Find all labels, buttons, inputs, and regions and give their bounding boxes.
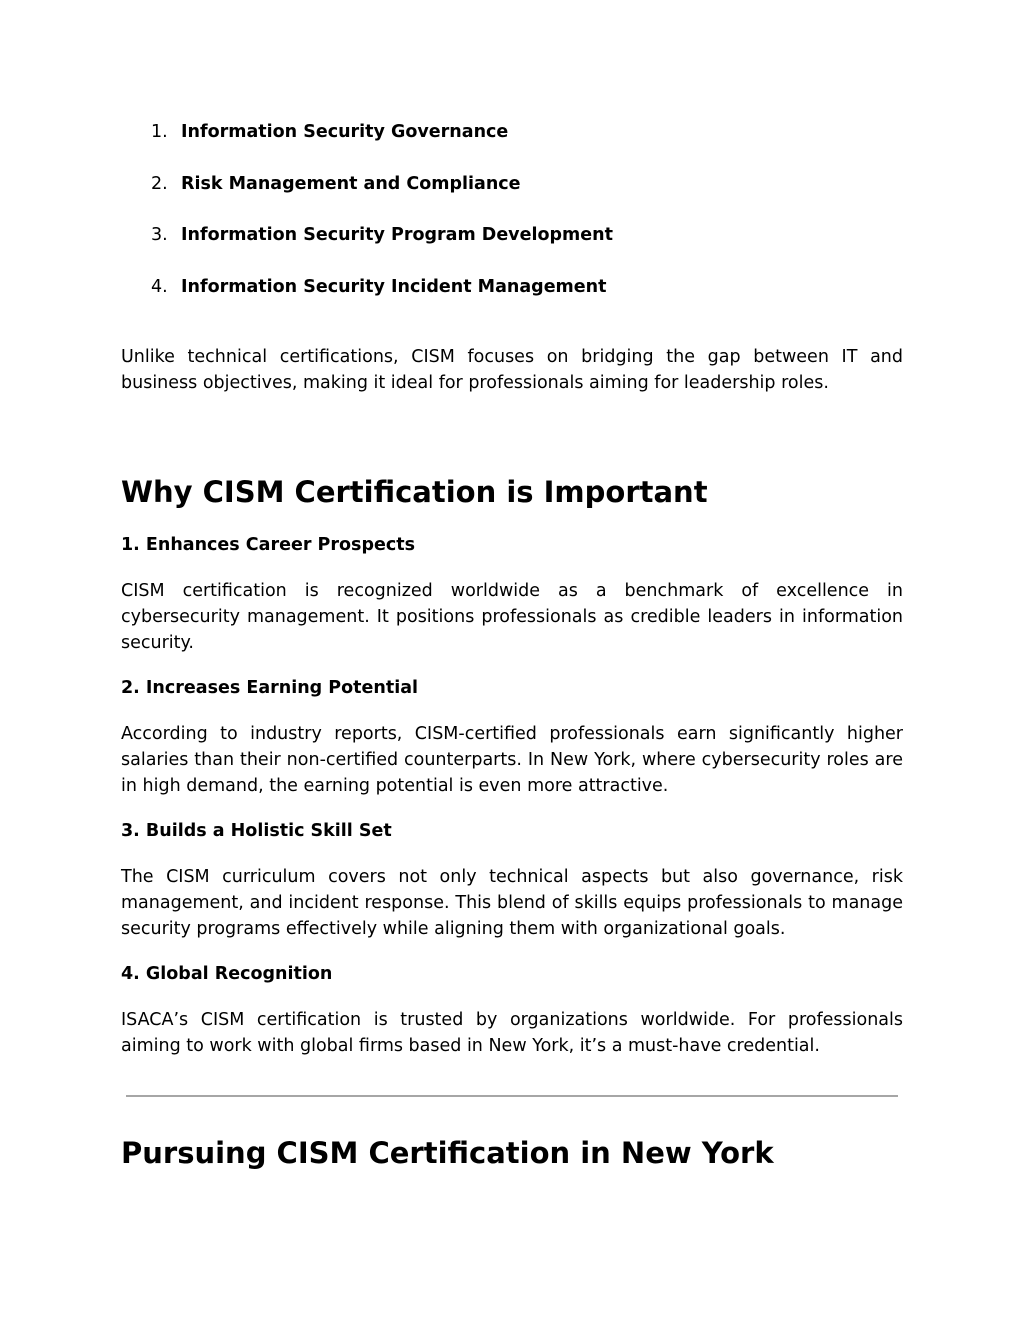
point-heading-recognition: 4. Global Recognition <box>121 964 333 984</box>
list-item-label: Information Security Incident Management <box>181 276 607 297</box>
list-item-number: 1. <box>151 122 168 142</box>
list-item <box>151 120 613 172</box>
list-item <box>151 172 613 224</box>
why-section-heading: Why CISM Certification is Important <box>121 475 708 509</box>
point-body-earning: According to industry reports, CISM-certified professionals earn significantly higher salaries than their non-certified counterparts. In New York, where cybersecurity roles are in high demand, the earning potential is even more attractive. <box>121 724 903 796</box>
point-body-career: CISM certification is recognized worldwide as a benchmark of excellence in cybersecurity management. It positions professionals as credible leaders in information security. <box>121 581 903 653</box>
section-divider <box>126 1095 898 1097</box>
intro-paragraph: Unlike technical certifications, CISM focuses on bridging the gap between IT and business objectives, making it ideal for professionals aiming for leadership roles. <box>121 347 903 393</box>
point-body-recognition: ISACA’s CISM certification is trusted by organizations worldwide. For professionals aiming to work with global firms based in New York, it’s a must-have credential. <box>121 1010 903 1056</box>
list-item <box>151 223 613 275</box>
point-heading-earning: 2. Increases Earning Potential <box>121 678 419 698</box>
list-item-number: 3. <box>151 225 168 245</box>
point-body-skills: The CISM curriculum covers not only technical aspects but also governance, risk management, and incident response. This blend of skills equips professionals to manage security programs effectively while aligning them with organizational goals. <box>121 867 903 939</box>
point-heading-skills: 3. Builds a Holistic Skill Set <box>121 821 392 841</box>
list-item-label: Information Security Program Development <box>181 225 613 245</box>
list-item-number: 2. <box>151 173 168 194</box>
list-item-label: Information Security Governance <box>181 122 509 142</box>
pursuing-section-heading: Pursuing CISM Certification in New York <box>121 1136 774 1170</box>
point-heading-career: 1. Enhances Career Prospects <box>121 535 415 555</box>
list-item-number: 4. <box>151 276 168 297</box>
list-item <box>151 275 613 327</box>
list-item-label: Risk Management and Compliance <box>181 173 521 194</box>
cism-domains-list <box>151 120 613 326</box>
